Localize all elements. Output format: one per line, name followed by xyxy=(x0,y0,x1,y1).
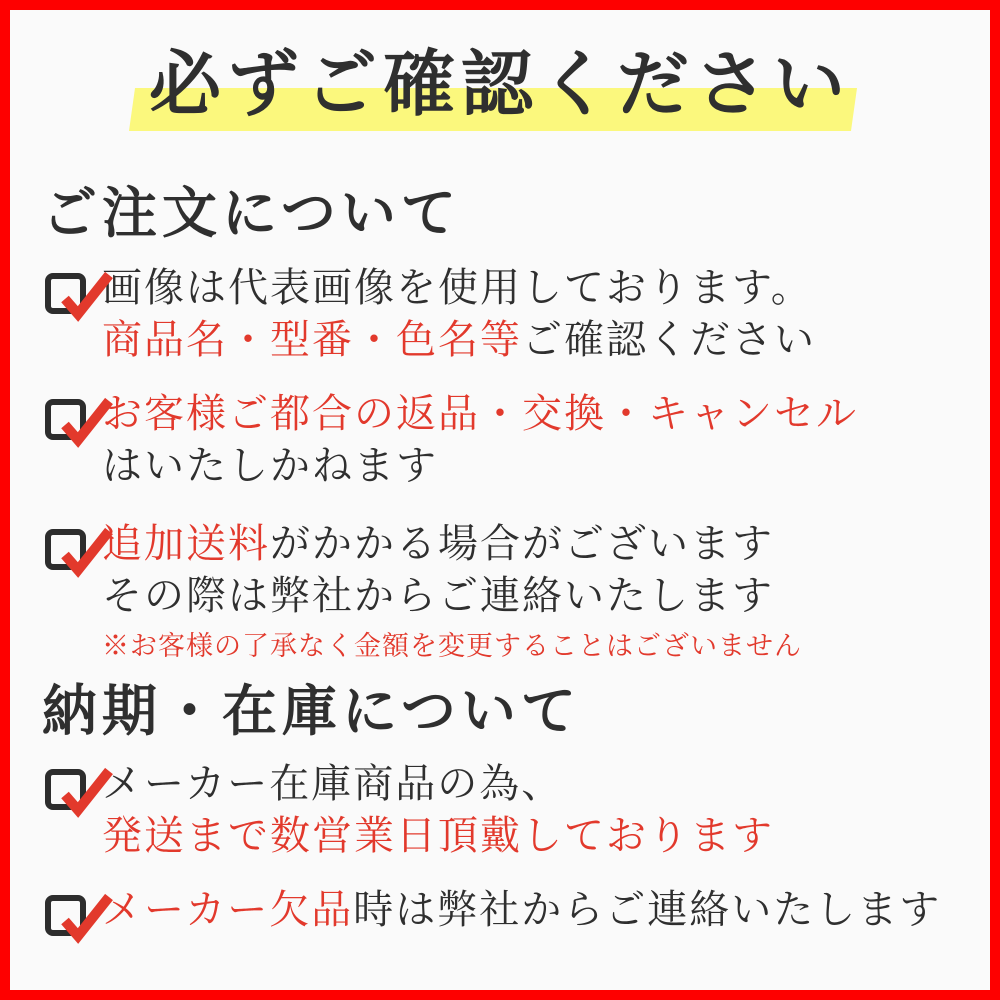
item-line xyxy=(102,440,858,492)
text-segment: ご確認ください xyxy=(522,317,816,362)
item-line xyxy=(102,262,816,314)
section-heading-order: ご注文について xyxy=(42,183,461,244)
item-text xyxy=(102,758,774,862)
text-segment-red: 発送まで数営業日頂戴しております xyxy=(102,813,774,858)
checkbox-icon xyxy=(45,529,86,570)
item-text xyxy=(102,518,802,662)
text-segment-red: お客様ご都合の返品・交換・キャンセル xyxy=(102,391,858,436)
item-line xyxy=(102,884,941,936)
text-segment: その際は弊社からご連絡いたします xyxy=(102,573,774,618)
item-text xyxy=(102,884,941,936)
item-line xyxy=(102,758,774,810)
text-segment-red: 追加送料 xyxy=(102,521,270,566)
text-segment: はいたしかねます xyxy=(102,443,438,488)
item-line xyxy=(102,570,802,622)
title-banner xyxy=(0,0,1000,160)
item-line xyxy=(102,314,816,366)
text-segment: がかかる場合がございます xyxy=(270,521,774,566)
item-text xyxy=(102,388,858,492)
check-icon xyxy=(52,525,114,579)
text-segment-red: 商品名・型番・色名等 xyxy=(102,317,522,362)
item-line xyxy=(102,388,858,440)
checklist-item xyxy=(45,758,774,862)
check-icon xyxy=(52,891,114,945)
checklist-item xyxy=(45,518,802,662)
item-line xyxy=(102,810,774,862)
check-icon xyxy=(52,395,114,449)
check-icon xyxy=(52,269,114,323)
checklist-item xyxy=(45,884,941,936)
check-icon xyxy=(52,765,114,819)
text-segment: 時は弊社からご連絡いたします xyxy=(353,887,942,932)
checkbox-icon xyxy=(45,895,86,936)
item-text xyxy=(102,262,816,366)
text-segment-red: メーカー欠品 xyxy=(102,887,354,932)
text-segment: 画像は代表画像を使用しております。 xyxy=(102,265,813,310)
checkbox-icon xyxy=(45,399,86,440)
page-title: 必ずご確認ください xyxy=(148,45,851,125)
item-line xyxy=(102,518,802,570)
checklist-item xyxy=(45,262,816,366)
text-segment: メーカー在庫商品の為、 xyxy=(102,761,564,806)
checklist-item xyxy=(45,388,858,492)
checkbox-icon xyxy=(45,769,86,810)
section-heading-stock: 納期・在庫について xyxy=(42,681,581,742)
item-note: ※お客様の了承なく金額を変更することはございません xyxy=(102,631,802,661)
checkbox-icon xyxy=(45,273,86,314)
